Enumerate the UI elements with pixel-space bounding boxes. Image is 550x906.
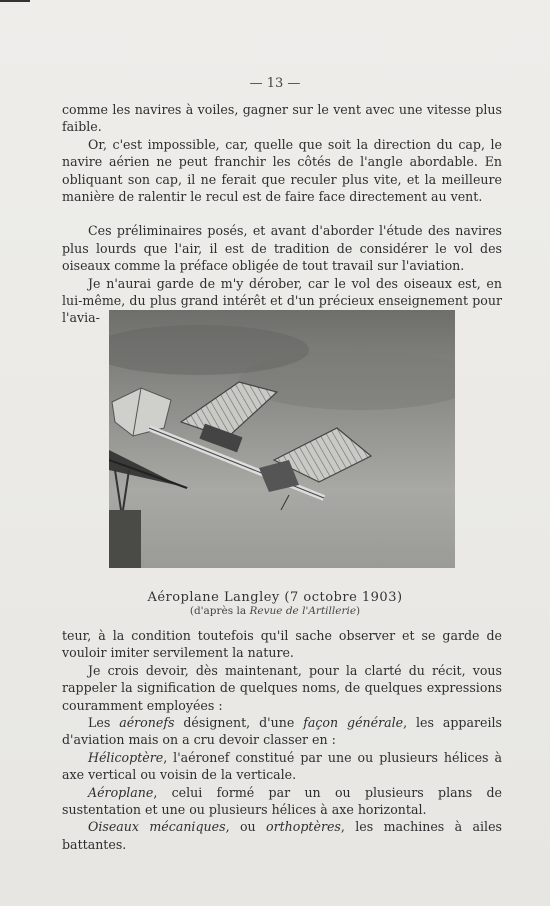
term-oiseaux-mecaniques: Oiseaux mécaniques [88,819,226,835]
text-run: , l'aéronef constitué par une ou plusieurs hélices à axe vertical ou voisin de la verticale. [62,749,502,783]
text-run: Les [88,715,120,731]
paragraph-oiseaux [62,818,502,853]
figure-source-suffix: ) [356,605,361,617]
paragraph: teur, à la condition toutefois qu'il sache observer et se garde de vouloir imiter servilement la nature. [62,628,502,661]
langley-aeroplane-image [109,310,455,568]
paragraph: Or, c'est impossible, car, quelle que soit la direction du cap, le navire aérien ne peut franchir les côtés de l'angle abordable. En obliquant son cap, il ne ferait que reculer plus vite, et la meilleure manière de ralentir le recul est de faire face directement au vent. [62,136,502,205]
text-run: , celui formé par un ou plusieurs plans de sustentation et une ou plusieurs hélices à axe horizontal. [62,784,502,818]
text-block-bottom [62,627,502,853]
term-orthopteres: orthoptères [266,819,341,835]
figure-source-prefix: (d'après la [189,605,250,617]
text-run: , les machines à ailes battantes. [62,819,502,852]
paragraph-aeronefs [62,714,502,749]
paragraph-aeroplane [62,784,502,819]
term-facon-generale: façon générale [303,715,404,731]
aeroplane-photograph [109,310,455,568]
text-run: , ou [225,819,267,835]
paragraph: Je n'aurai garde de m'y dérober, car le vol des oiseaux est, en lui-même, du plus grand intérêt et d'un précieux enseignement pour l'avia- [62,275,502,326]
text-block-top [62,101,502,327]
page-edge-mark [0,0,30,2]
term-aeronefs: aéronefs [119,715,175,731]
text-run: désignent, d'une [174,715,304,731]
figure-source-title: Revue de l'Artillerie [249,605,357,617]
paragraph-helicoptere [62,749,502,784]
paragraph: Ces préliminaires posés, et avant d'aborder l'étude des navires plus lourds que l'air, il est de tradition de considérer le vol des oiseaux comme la préface obligée de tout travail sur l'aviation. [62,223,502,274]
page-number: — 13 — [249,76,301,91]
paragraph: comme les navires à voiles, gagner sur le vent avec une vitesse plus faible. [62,102,502,135]
term-aeroplane: Aéroplane [88,784,154,800]
paragraph: Je crois devoir, dès maintenant, pour la clarté du récit, vous rappeler la signification de quelques noms, de quelques expressions couramment employées : [62,662,502,713]
figure-source [0,605,550,617]
text-run: , les appareils d'aviation mais on a cru devoir classer en : [62,715,502,748]
term-helicoptere: Hélicoptère [88,749,164,765]
figure-caption: Aéroplane Langley (7 octobre 1903) [147,590,403,605]
